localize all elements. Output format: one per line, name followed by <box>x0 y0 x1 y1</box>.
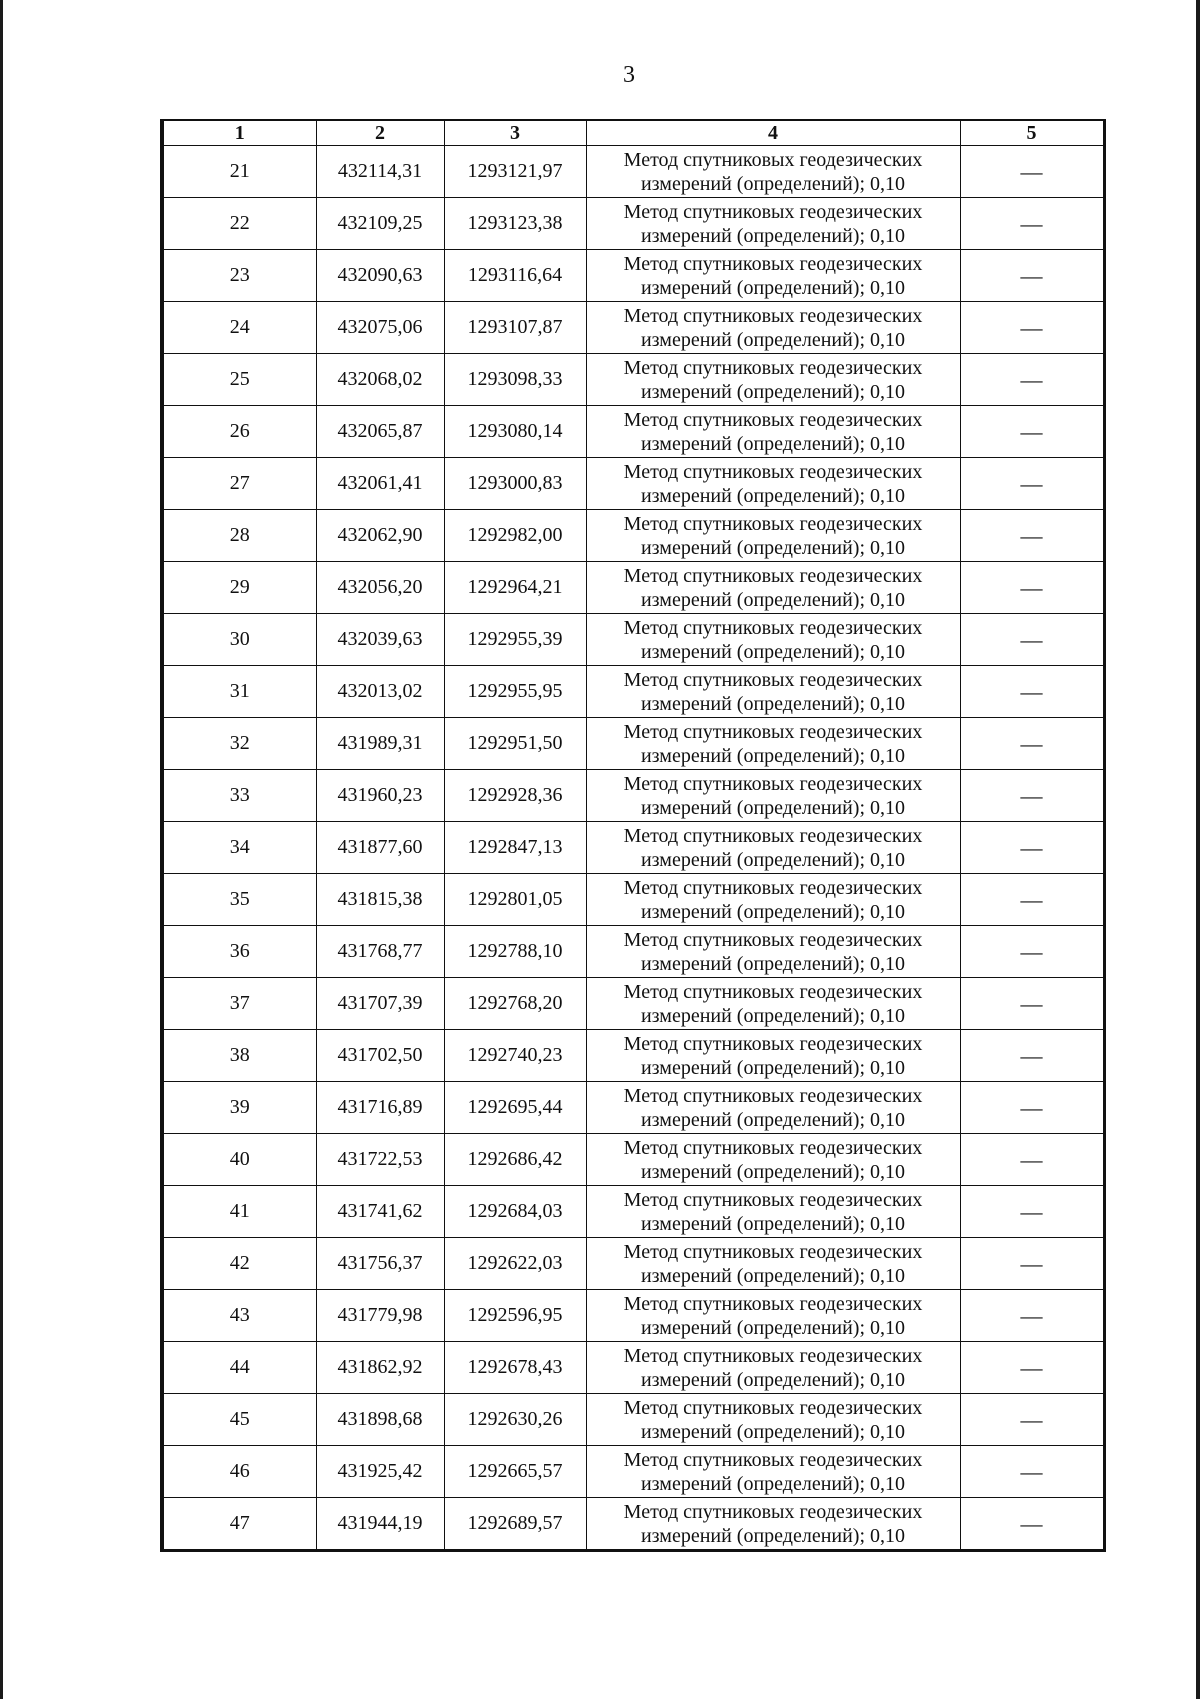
point-number-cell: 38 <box>162 1030 316 1082</box>
x-coordinate-cell: 432090,63 <box>316 250 444 302</box>
point-number-cell: 22 <box>162 198 316 250</box>
x-coordinate-cell: 431960,23 <box>316 770 444 822</box>
x-coordinate-cell: 432075,06 <box>316 302 444 354</box>
method-text-line-1: Метод спутниковых геодезических <box>623 824 923 847</box>
x-coordinate-cell: 432056,20 <box>316 562 444 614</box>
point-number-cell: 37 <box>162 978 316 1030</box>
method-text-line-2: измерений (определений); 0,10 <box>640 744 906 767</box>
x-coordinate-cell: 431722,53 <box>316 1134 444 1186</box>
method-text-line-2: измерений (определений); 0,10 <box>640 1056 906 1079</box>
method-cell <box>586 666 960 718</box>
method-text-line-1: Метод спутниковых геодезических <box>623 668 923 691</box>
column-5-cell: — <box>960 666 1104 718</box>
point-number-cell: 47 <box>162 1498 316 1551</box>
y-coordinate-cell: 1292801,05 <box>444 874 586 926</box>
column-5-cell: — <box>960 1446 1104 1498</box>
method-text-line-1: Метод спутниковых геодезических <box>623 1136 923 1159</box>
point-number-cell: 29 <box>162 562 316 614</box>
table-row <box>162 1238 1104 1290</box>
x-coordinate-cell: 431702,50 <box>316 1030 444 1082</box>
x-coordinate-cell: 432114,31 <box>316 146 444 198</box>
x-coordinate-cell: 432062,90 <box>316 510 444 562</box>
table-row <box>162 406 1104 458</box>
point-number-cell: 21 <box>162 146 316 198</box>
y-coordinate-cell: 1292596,95 <box>444 1290 586 1342</box>
method-cell <box>586 562 960 614</box>
table-row <box>162 510 1104 562</box>
x-coordinate-cell: 432039,63 <box>316 614 444 666</box>
column-5-cell: — <box>960 250 1104 302</box>
table-row <box>162 718 1104 770</box>
column-5-cell: — <box>960 562 1104 614</box>
column-5-cell: — <box>960 1030 1104 1082</box>
method-text-line-2: измерений (определений); 0,10 <box>640 1420 906 1443</box>
x-coordinate-cell: 431741,62 <box>316 1186 444 1238</box>
method-text-line-1: Метод спутниковых геодезических <box>623 148 923 171</box>
method-text-line-1: Метод спутниковых геодезических <box>623 1188 923 1211</box>
x-coordinate-cell: 431716,89 <box>316 1082 444 1134</box>
method-text-line-2: измерений (определений); 0,10 <box>640 1524 906 1547</box>
method-cell <box>586 1082 960 1134</box>
point-number-cell: 41 <box>162 1186 316 1238</box>
table-body <box>162 146 1104 1551</box>
method-cell <box>586 1446 960 1498</box>
table-row <box>162 198 1104 250</box>
method-text-line-2: измерений (определений); 0,10 <box>640 1368 906 1391</box>
method-text-line-2: измерений (определений); 0,10 <box>640 692 906 715</box>
table-row <box>162 1342 1104 1394</box>
header-col-5: 5 <box>960 120 1104 146</box>
point-number-cell: 40 <box>162 1134 316 1186</box>
column-5-cell: — <box>960 1238 1104 1290</box>
y-coordinate-cell: 1292955,39 <box>444 614 586 666</box>
method-text-line-2: измерений (определений); 0,10 <box>640 1472 906 1495</box>
method-cell <box>586 718 960 770</box>
method-text-line-1: Метод спутниковых геодезических <box>623 876 923 899</box>
y-coordinate-cell: 1292847,13 <box>444 822 586 874</box>
method-text-line-1: Метод спутниковых геодезических <box>623 772 923 795</box>
x-coordinate-cell: 431862,92 <box>316 1342 444 1394</box>
point-number-cell: 26 <box>162 406 316 458</box>
method-text-line-2: измерений (определений); 0,10 <box>640 224 906 247</box>
column-5-cell: — <box>960 614 1104 666</box>
point-number-cell: 27 <box>162 458 316 510</box>
method-cell <box>586 874 960 926</box>
y-coordinate-cell: 1292678,43 <box>444 1342 586 1394</box>
y-coordinate-cell: 1293000,83 <box>444 458 586 510</box>
method-text-line-2: измерений (определений); 0,10 <box>640 640 906 663</box>
point-number-cell: 28 <box>162 510 316 562</box>
x-coordinate-cell: 432068,02 <box>316 354 444 406</box>
y-coordinate-cell: 1293080,14 <box>444 406 586 458</box>
method-text-line-2: измерений (определений); 0,10 <box>640 588 906 611</box>
y-coordinate-cell: 1292951,50 <box>444 718 586 770</box>
table-row <box>162 1030 1104 1082</box>
table-row <box>162 770 1104 822</box>
method-cell <box>586 978 960 1030</box>
column-5-cell: — <box>960 978 1104 1030</box>
table-row <box>162 666 1104 718</box>
point-number-cell: 45 <box>162 1394 316 1446</box>
method-cell <box>586 406 960 458</box>
column-5-cell: — <box>960 1290 1104 1342</box>
method-text-line-2: измерений (определений); 0,10 <box>640 432 906 455</box>
page-number: 3 <box>623 62 635 88</box>
point-number-cell: 30 <box>162 614 316 666</box>
column-5-cell: — <box>960 770 1104 822</box>
y-coordinate-cell: 1292695,44 <box>444 1082 586 1134</box>
y-coordinate-cell: 1292622,03 <box>444 1238 586 1290</box>
y-coordinate-cell: 1293123,38 <box>444 198 586 250</box>
column-5-cell: — <box>960 1082 1104 1134</box>
x-coordinate-cell: 431877,60 <box>316 822 444 874</box>
table-row <box>162 1134 1104 1186</box>
column-5-cell: — <box>960 1186 1104 1238</box>
method-text-line-2: измерений (определений); 0,10 <box>640 848 906 871</box>
method-text-line-1: Метод спутниковых геодезических <box>623 980 923 1003</box>
method-text-line-2: измерений (определений); 0,10 <box>640 1160 906 1183</box>
method-text-line-2: измерений (определений); 0,10 <box>640 1264 906 1287</box>
y-coordinate-cell: 1293116,64 <box>444 250 586 302</box>
method-cell <box>586 1186 960 1238</box>
x-coordinate-cell: 432061,41 <box>316 458 444 510</box>
x-coordinate-cell: 431779,98 <box>316 1290 444 1342</box>
table-row <box>162 978 1104 1030</box>
x-coordinate-cell: 431768,77 <box>316 926 444 978</box>
table-row <box>162 1394 1104 1446</box>
method-cell <box>586 354 960 406</box>
column-5-cell: — <box>960 1342 1104 1394</box>
method-text-line-2: измерений (определений); 0,10 <box>640 276 906 299</box>
table-row <box>162 250 1104 302</box>
method-cell <box>586 926 960 978</box>
table-row <box>162 458 1104 510</box>
column-5-cell: — <box>960 198 1104 250</box>
scan-border-left <box>0 0 3 1699</box>
method-text-line-1: Метод спутниковых геодезических <box>623 1396 923 1419</box>
coordinates-table <box>160 119 1106 1552</box>
method-text-line-1: Метод спутниковых геодезических <box>623 1448 923 1471</box>
method-text-line-1: Метод спутниковых геодезических <box>623 1500 923 1523</box>
method-cell <box>586 1134 960 1186</box>
method-text-line-1: Метод спутниковых геодезических <box>623 1032 923 1055</box>
table-row <box>162 874 1104 926</box>
scan-border-right <box>1196 0 1200 1699</box>
y-coordinate-cell: 1292665,57 <box>444 1446 586 1498</box>
point-number-cell: 33 <box>162 770 316 822</box>
y-coordinate-cell: 1292740,23 <box>444 1030 586 1082</box>
point-number-cell: 46 <box>162 1446 316 1498</box>
method-text-line-1: Метод спутниковых геодезических <box>623 720 923 743</box>
method-text-line-2: измерений (определений); 0,10 <box>640 172 906 195</box>
table-row <box>162 562 1104 614</box>
column-5-cell: — <box>960 718 1104 770</box>
method-text-line-2: измерений (определений); 0,10 <box>640 536 906 559</box>
table-row <box>162 1082 1104 1134</box>
method-cell <box>586 1342 960 1394</box>
point-number-cell: 25 <box>162 354 316 406</box>
y-coordinate-cell: 1293107,87 <box>444 302 586 354</box>
method-text-line-1: Метод спутниковых геодезических <box>623 408 923 431</box>
method-text-line-1: Метод спутниковых геодезических <box>623 512 923 535</box>
y-coordinate-cell: 1292768,20 <box>444 978 586 1030</box>
method-text-line-2: измерений (определений); 0,10 <box>640 900 906 923</box>
method-text-line-2: измерений (определений); 0,10 <box>640 1004 906 1027</box>
column-5-cell: — <box>960 354 1104 406</box>
column-5-cell: — <box>960 146 1104 198</box>
x-coordinate-cell: 432065,87 <box>316 406 444 458</box>
method-text-line-1: Метод спутниковых геодезических <box>623 1240 923 1263</box>
table-row <box>162 354 1104 406</box>
point-number-cell: 23 <box>162 250 316 302</box>
method-text-line-2: измерений (определений); 0,10 <box>640 380 906 403</box>
table-row <box>162 822 1104 874</box>
method-text-line-1: Метод спутниковых геодезических <box>623 304 923 327</box>
method-cell <box>586 1030 960 1082</box>
y-coordinate-cell: 1292686,42 <box>444 1134 586 1186</box>
method-text-line-1: Метод спутниковых геодезических <box>623 356 923 379</box>
header-col-3: 3 <box>444 120 586 146</box>
point-number-cell: 43 <box>162 1290 316 1342</box>
method-text-line-1: Метод спутниковых геодезических <box>623 460 923 483</box>
table-row <box>162 1446 1104 1498</box>
x-coordinate-cell: 432013,02 <box>316 666 444 718</box>
table-row <box>162 1498 1104 1551</box>
point-number-cell: 34 <box>162 822 316 874</box>
method-text-line-1: Метод спутниковых геодезических <box>623 616 923 639</box>
point-number-cell: 31 <box>162 666 316 718</box>
method-cell <box>586 770 960 822</box>
header-col-1: 1 <box>162 120 316 146</box>
x-coordinate-cell: 431898,68 <box>316 1394 444 1446</box>
x-coordinate-cell: 431815,38 <box>316 874 444 926</box>
method-text-line-2: измерений (определений); 0,10 <box>640 1212 906 1235</box>
method-cell <box>586 1498 960 1551</box>
method-text-line-2: измерений (определений); 0,10 <box>640 1108 906 1131</box>
method-text-line-2: измерений (определений); 0,10 <box>640 952 906 975</box>
column-5-cell: — <box>960 458 1104 510</box>
x-coordinate-cell: 431707,39 <box>316 978 444 1030</box>
table-row <box>162 614 1104 666</box>
method-text-line-1: Метод спутниковых геодезических <box>623 1084 923 1107</box>
column-5-cell: — <box>960 302 1104 354</box>
method-cell <box>586 146 960 198</box>
column-5-cell: — <box>960 1134 1104 1186</box>
method-text-line-2: измерений (определений); 0,10 <box>640 328 906 351</box>
column-5-cell: — <box>960 1498 1104 1551</box>
method-text-line-2: измерений (определений); 0,10 <box>640 484 906 507</box>
y-coordinate-cell: 1292689,57 <box>444 1498 586 1551</box>
x-coordinate-cell: 431756,37 <box>316 1238 444 1290</box>
table-row <box>162 302 1104 354</box>
point-number-cell: 36 <box>162 926 316 978</box>
point-number-cell: 35 <box>162 874 316 926</box>
column-5-cell: — <box>960 926 1104 978</box>
header-col-4: 4 <box>586 120 960 146</box>
point-number-cell: 44 <box>162 1342 316 1394</box>
point-number-cell: 42 <box>162 1238 316 1290</box>
y-coordinate-cell: 1292964,21 <box>444 562 586 614</box>
column-5-cell: — <box>960 1394 1104 1446</box>
y-coordinate-cell: 1292630,26 <box>444 1394 586 1446</box>
header-col-2: 2 <box>316 120 444 146</box>
point-number-cell: 39 <box>162 1082 316 1134</box>
column-5-cell: — <box>960 406 1104 458</box>
y-coordinate-cell: 1292788,10 <box>444 926 586 978</box>
method-cell <box>586 458 960 510</box>
y-coordinate-cell: 1292955,95 <box>444 666 586 718</box>
column-5-cell: — <box>960 510 1104 562</box>
x-coordinate-cell: 431925,42 <box>316 1446 444 1498</box>
method-cell <box>586 198 960 250</box>
table-row <box>162 926 1104 978</box>
method-cell <box>586 1394 960 1446</box>
method-text-line-1: Метод спутниковых геодезических <box>623 1344 923 1367</box>
y-coordinate-cell: 1292928,36 <box>444 770 586 822</box>
method-text-line-1: Метод спутниковых геодезических <box>623 252 923 275</box>
table-row <box>162 1290 1104 1342</box>
table-row <box>162 146 1104 198</box>
y-coordinate-cell: 1292684,03 <box>444 1186 586 1238</box>
x-coordinate-cell: 431944,19 <box>316 1498 444 1551</box>
method-cell <box>586 250 960 302</box>
y-coordinate-cell: 1293121,97 <box>444 146 586 198</box>
method-text-line-1: Метод спутниковых геодезических <box>623 564 923 587</box>
table-row <box>162 1186 1104 1238</box>
method-cell <box>586 1238 960 1290</box>
column-5-cell: — <box>960 822 1104 874</box>
x-coordinate-cell: 431989,31 <box>316 718 444 770</box>
column-5-cell: — <box>960 874 1104 926</box>
method-text-line-1: Метод спутниковых геодезических <box>623 1292 923 1315</box>
point-number-cell: 24 <box>162 302 316 354</box>
method-cell <box>586 614 960 666</box>
x-coordinate-cell: 432109,25 <box>316 198 444 250</box>
method-text-line-2: измерений (определений); 0,10 <box>640 1316 906 1339</box>
method-cell <box>586 822 960 874</box>
table-header-row <box>162 120 1104 146</box>
y-coordinate-cell: 1292982,00 <box>444 510 586 562</box>
method-text-line-1: Метод спутниковых геодезических <box>623 200 923 223</box>
method-cell <box>586 510 960 562</box>
method-cell <box>586 302 960 354</box>
y-coordinate-cell: 1293098,33 <box>444 354 586 406</box>
point-number-cell: 32 <box>162 718 316 770</box>
method-text-line-2: измерений (определений); 0,10 <box>640 796 906 819</box>
method-cell <box>586 1290 960 1342</box>
method-text-line-1: Метод спутниковых геодезических <box>623 928 923 951</box>
